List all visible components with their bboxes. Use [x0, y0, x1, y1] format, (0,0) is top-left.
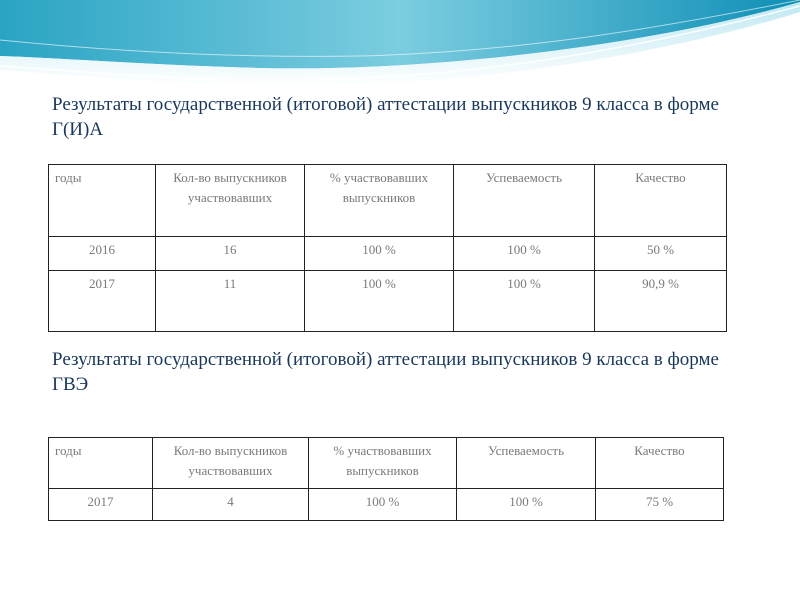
cell-graduates-count: 4: [153, 489, 309, 521]
header-participation-percent: % участвовавших выпускников: [305, 165, 454, 237]
heading-gia: Результаты государственной (итоговой) аттестации выпускников 9 класса в форме Г(И)А: [52, 94, 719, 140]
header-years: годы: [49, 165, 156, 237]
cell-participation-percent: 100 %: [305, 237, 454, 271]
cell-quality: 90,9 %: [595, 271, 727, 332]
results-table-gve: [48, 437, 724, 521]
cell-participation-percent: 100 %: [305, 271, 454, 332]
header-success-rate: Успеваемость: [454, 165, 595, 237]
cell-year: 2017: [49, 271, 156, 332]
header-quality: Качество: [595, 165, 727, 237]
cell-success-rate: 100 %: [454, 271, 595, 332]
cell-success-rate: 100 %: [454, 237, 595, 271]
cell-year: 2016: [49, 237, 156, 271]
header-graduates-count: Кол-во выпускников участвовавших: [153, 438, 309, 489]
table-header-row: [49, 438, 724, 489]
cell-graduates-count: 11: [156, 271, 305, 332]
cell-quality: 50 %: [595, 237, 727, 271]
wave-decoration: [0, 0, 800, 100]
table-header-row: [49, 165, 727, 237]
heading-gve: Результаты государственной (итоговой) аттестации выпускников 9 класса в форме ГВЭ: [52, 349, 719, 395]
cell-year: 2017: [49, 489, 153, 521]
cell-quality: 75 %: [596, 489, 724, 521]
table-row: [49, 489, 724, 521]
cell-success-rate: 100 %: [457, 489, 596, 521]
header-quality: Качество: [596, 438, 724, 489]
header-success-rate: Успеваемость: [457, 438, 596, 489]
header-participation-percent: % участвовавших выпускников: [309, 438, 457, 489]
header-graduates-count: Кол-во выпускников участвовавших: [156, 165, 305, 237]
table-row: [49, 237, 727, 271]
table-row: [49, 271, 727, 332]
cell-participation-percent: 100 %: [309, 489, 457, 521]
header-years: годы: [49, 438, 153, 489]
cell-graduates-count: 16: [156, 237, 305, 271]
results-table-gia: [48, 164, 727, 332]
